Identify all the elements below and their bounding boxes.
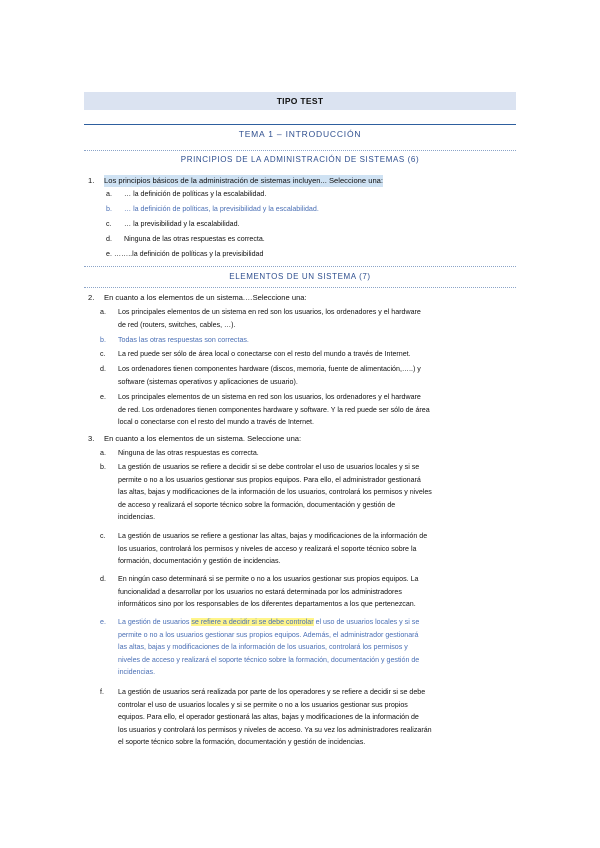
- option-letter: d.: [106, 235, 112, 243]
- option-2b-correct[interactable]: [100, 334, 518, 347]
- question-number: 1.: [88, 176, 95, 185]
- option-letter: b.: [106, 205, 112, 213]
- question-number: 3.: [88, 434, 95, 443]
- option-text: Todas las otras respuestas son correctas.: [118, 336, 249, 344]
- dotted-divider: [84, 266, 516, 267]
- option-1b-correct[interactable]: [106, 203, 516, 216]
- option-letter: a.: [100, 449, 106, 457]
- option-text-line: las altas, bajas y modificaciones de la información de los usuarios, controlará los permisos y niveles: [118, 488, 432, 496]
- option-text-line: Los ordenadores tienen componentes hardware (discos, memoria, fuente de alimentación,…..) y: [118, 365, 421, 373]
- option-text-line: En ningún caso determinará si se permite o no a los usuarios gestionar sus propios equipos. La: [118, 575, 419, 583]
- option-text-line: incidencias.: [118, 668, 156, 676]
- option-text: La red puede ser sólo de área local o conectarse con el resto del mundo a través de Internet.: [118, 350, 411, 358]
- option-1c[interactable]: [106, 218, 516, 231]
- question-text: Los principios básicos de la administración de sistemas incluyen... Seleccione una:: [104, 176, 384, 185]
- option-letter: e.: [100, 618, 106, 626]
- option-3a[interactable]: [100, 447, 518, 460]
- question-1: [88, 175, 518, 187]
- option-text-line: La gestión de usuarios se refiere a gestionar las altas, bajas y modificaciones de la información de: [118, 532, 428, 540]
- section-heading-elementos: ELEMENTOS DE UN SISTEMA (7): [229, 272, 371, 281]
- option-3c[interactable]: [100, 530, 518, 569]
- option-text-line: software (sistemas operativos y aplicaciones de usuario).: [118, 377, 298, 386]
- option-2a[interactable]: [100, 306, 518, 332]
- option-text-line: formación, documentación y gestión de incidencias.: [118, 557, 281, 565]
- option-text-line: las altas, bajas y modificaciones de la información de los usuarios, controlará los permisos y: [118, 643, 408, 651]
- option-text-line: funcionalidad a desarrollar por los usuarios no estará determinada por los administradores: [118, 587, 402, 596]
- option-text-line: Los principales elementos de un sistema en red son los usuarios, los ordenadores y el hardware: [118, 393, 421, 401]
- option-text-line: Los principales elementos de un sistema en red son los usuarios, los ordenadores y el hardware: [118, 308, 421, 316]
- question-3: [88, 433, 518, 445]
- option-text: Ninguna de las otras respuestas es correcta.: [118, 449, 259, 457]
- option-letter: d.: [100, 365, 106, 373]
- option-text-line: los usuarios, controlará los permisos y niveles de acceso y realizará el soporte técnico sobre la: [118, 544, 417, 553]
- option-text: … la definición de políticas y la escalabilidad.: [124, 190, 267, 198]
- option-3b[interactable]: [100, 461, 518, 526]
- option-1d[interactable]: [106, 233, 516, 246]
- option-text: … la previsibilidad y la escalabilidad.: [124, 220, 240, 228]
- question-text: En cuanto a los elementos de un sistema. Seleccione una:: [104, 434, 302, 443]
- option-text: ……..la definición de políticas y la previsibilidad: [114, 250, 264, 258]
- option-letter: c.: [106, 220, 112, 228]
- option-3e-correct[interactable]: [100, 616, 518, 681]
- document-title: TIPO TEST: [84, 92, 516, 110]
- option-text-line: de red (routers, switches, cables, …).: [118, 320, 236, 329]
- option-letter: b.: [100, 463, 106, 471]
- option-text-line: de acceso y realizará el soporte técnico sobre la formación, documentación y gestión de: [118, 500, 396, 509]
- option-letter: c.: [100, 350, 106, 358]
- option-text-line: permite o no a los usuarios gestionar sus propios equipos. Además, el administrador gestionará: [118, 630, 419, 639]
- option-text-line: niveles de acceso y realizará el soporte técnico sobre la formación, documentación y gestión de: [118, 655, 420, 664]
- option-letter: b.: [100, 336, 106, 344]
- question-2: [88, 292, 518, 304]
- highlighted-text: se refiere a decidir si se debe controlar: [191, 618, 314, 626]
- section-heading-principios: PRINCIPIOS DE LA ADMINISTRACIÓN DE SISTEMAS (6): [180, 155, 420, 164]
- question-number: 2.: [88, 293, 95, 302]
- option-1e[interactable]: [106, 248, 516, 261]
- option-text-line: incidencias.: [118, 513, 156, 521]
- option-text-line: controlar el uso de usuarios locales y si se permite o no a los usuarios gestionar sus propios: [118, 700, 408, 709]
- option-3d[interactable]: [100, 573, 518, 612]
- option-2d[interactable]: [100, 363, 518, 389]
- option-text-line: los usuarios y controlará los permisos y niveles de acceso. Ya su vez los administradores realizarán: [118, 725, 432, 734]
- option-text-line: permite o no a los usuarios gestionar sus propios equipos. Para ello, el administrador gestionará: [118, 475, 421, 484]
- option-text-pre: La gestión de usuarios: [118, 618, 192, 626]
- option-text-line: local o conectarse con el resto del mundo a través de Internet.: [118, 418, 314, 426]
- option-text-first-line: [118, 616, 419, 629]
- question-text: En cuanto a los elementos de un sistema.…Seleccione una:: [104, 293, 307, 302]
- option-text: Ninguna de las otras respuestas es correcta.: [124, 235, 265, 243]
- option-2e[interactable]: [100, 391, 518, 430]
- option-text-line: equipos. Para ello, el operador gestionará las altas, bajas y modificaciones de la información de: [118, 713, 419, 721]
- option-text-line: el soporte técnico sobre la formación, documentación y gestión de incidencias.: [118, 738, 366, 746]
- option-text: … la definición de políticas, la previsibilidad y la escalabilidad.: [124, 205, 319, 213]
- option-letter: e.: [100, 393, 106, 401]
- option-letter: c.: [100, 532, 106, 540]
- option-letter: d.: [100, 575, 106, 583]
- option-letter: a.: [100, 308, 106, 316]
- option-3f[interactable]: [100, 686, 518, 751]
- option-text-line: informáticos sino por los responsables de los diferentes departamentos a los que pertenezcan.: [118, 600, 416, 608]
- option-letter: a.: [106, 190, 112, 198]
- option-text-line: de red. Los ordenadores tienen componentes hardware y software. Y la red puede ser sólo de área: [118, 405, 430, 414]
- option-letter: e.: [106, 250, 112, 258]
- option-text-post: el uso de usuarios locales y si se: [313, 618, 420, 626]
- option-2c[interactable]: [100, 348, 518, 361]
- topic-heading: TEMA 1 – INTRODUCCIÓN: [238, 129, 362, 139]
- divider-line: [84, 124, 516, 125]
- option-text-line: La gestión de usuarios se refiere a decidir si se debe controlar el uso de usuarios locales y si se: [118, 463, 420, 471]
- dotted-divider: [84, 150, 516, 151]
- option-1a[interactable]: [106, 188, 516, 201]
- option-text-line: La gestión de usuarios será realizada por parte de los operadores y se refiere a decidir si se debe: [118, 688, 426, 696]
- option-letter: f.: [100, 688, 104, 696]
- dotted-divider: [84, 287, 516, 288]
